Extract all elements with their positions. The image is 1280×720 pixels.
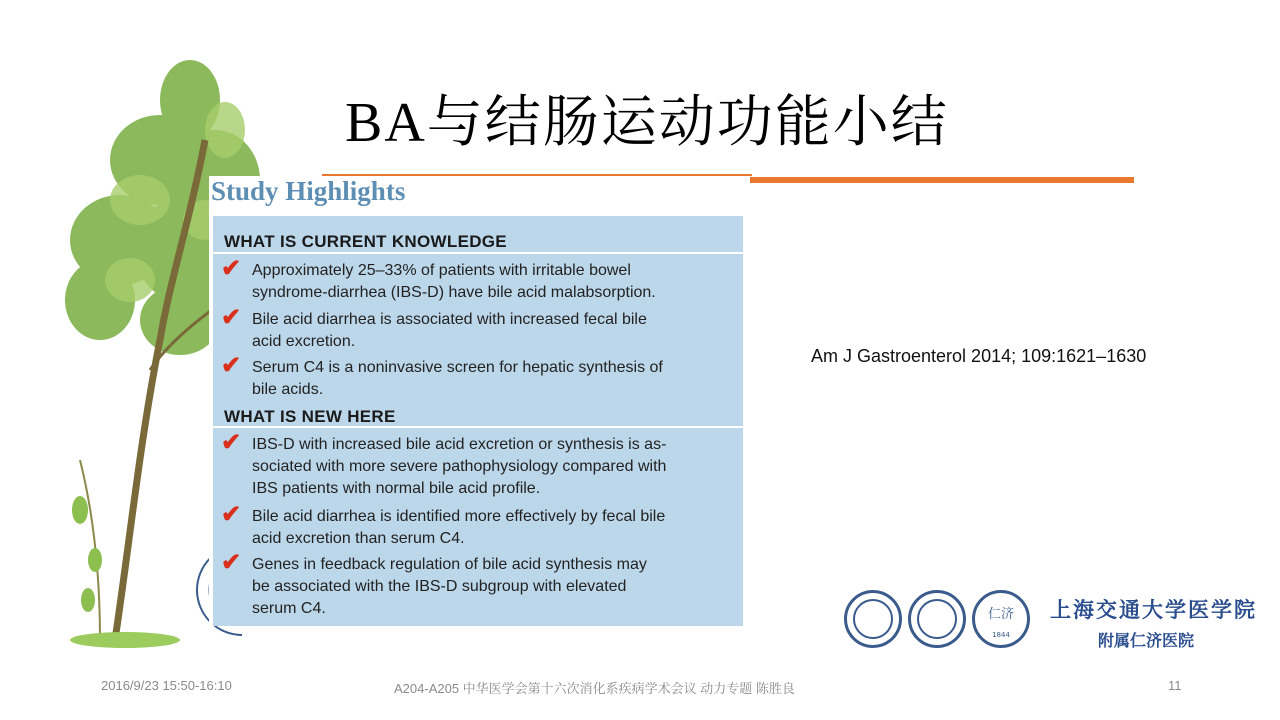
item-text: Bile acid diarrhea is identified more effectively by fecal bile acid excretion than serum C4. — [252, 508, 666, 547]
check-mark-icon: ✔ — [221, 429, 242, 456]
study-highlights-figure — [209, 176, 743, 626]
footer-event: A204-A205 中华医学会第十六次消化系疾病学术会议 动力专题 陈胜良 — [394, 681, 795, 696]
check-mark-icon: ✔ — [221, 255, 242, 282]
title-underline-thick — [750, 177, 1134, 183]
current-item-2 — [221, 304, 741, 353]
citation: Am J Gastroenterol 2014; 109:1621–1630 — [811, 346, 1147, 366]
current-item-1 — [221, 255, 741, 304]
university-name: 上海交通大学医学院 — [1050, 598, 1257, 622]
section-separator — [213, 426, 743, 428]
new-item-3 — [221, 549, 741, 620]
item-text: Approximately 25–33% of patients with irritable bowel syndrome-diarrhea (IBS-D) have bile acid malabsorption. — [252, 262, 656, 301]
current-knowledge-heading: WHAT IS CURRENT KNOWLEDGE — [224, 232, 507, 251]
seal-year: 1844 — [992, 631, 1010, 639]
check-mark-icon: ✔ — [221, 352, 242, 379]
check-mark-icon: ✔ — [221, 304, 242, 331]
university-seal-icon — [844, 590, 902, 648]
hospital-name: 附属仁济医院 — [1098, 633, 1195, 650]
section-separator — [213, 252, 743, 254]
highlights-panel — [213, 216, 743, 626]
new-item-2 — [221, 501, 741, 550]
item-text: Genes in feedback regulation of bile acid synthesis may be associated with the IBS-D subgroup with elevated serum C4. — [252, 556, 647, 617]
current-item-3 — [221, 352, 741, 401]
what-is-new-heading: WHAT IS NEW HERE — [224, 407, 396, 426]
item-text: Bile acid diarrhea is associated with increased fecal bile acid excretion. — [252, 311, 647, 350]
new-item-1 — [221, 429, 741, 500]
medical-school-seal-icon — [908, 590, 966, 648]
slide-title: BA与结肠运动功能小结 — [345, 92, 949, 154]
renji-hospital-seal-icon — [972, 590, 1030, 648]
check-mark-icon: ✔ — [221, 549, 242, 576]
seal-text: 仁济 — [987, 607, 1015, 622]
footer-date: 2016/9/23 15:50-16:10 — [101, 678, 232, 693]
page-number: 11 — [1168, 678, 1182, 693]
item-text: IBS-D with increased bile acid excretion or synthesis is as- sociated with more severe pathophysiology compared with IBS patients with normal bile acid profile. — [252, 436, 667, 497]
item-text: Serum C4 is a noninvasive screen for hepatic synthesis of bile acids. — [252, 359, 663, 398]
check-mark-icon: ✔ — [221, 501, 242, 528]
highlights-title: Study Highlights — [211, 176, 406, 206]
